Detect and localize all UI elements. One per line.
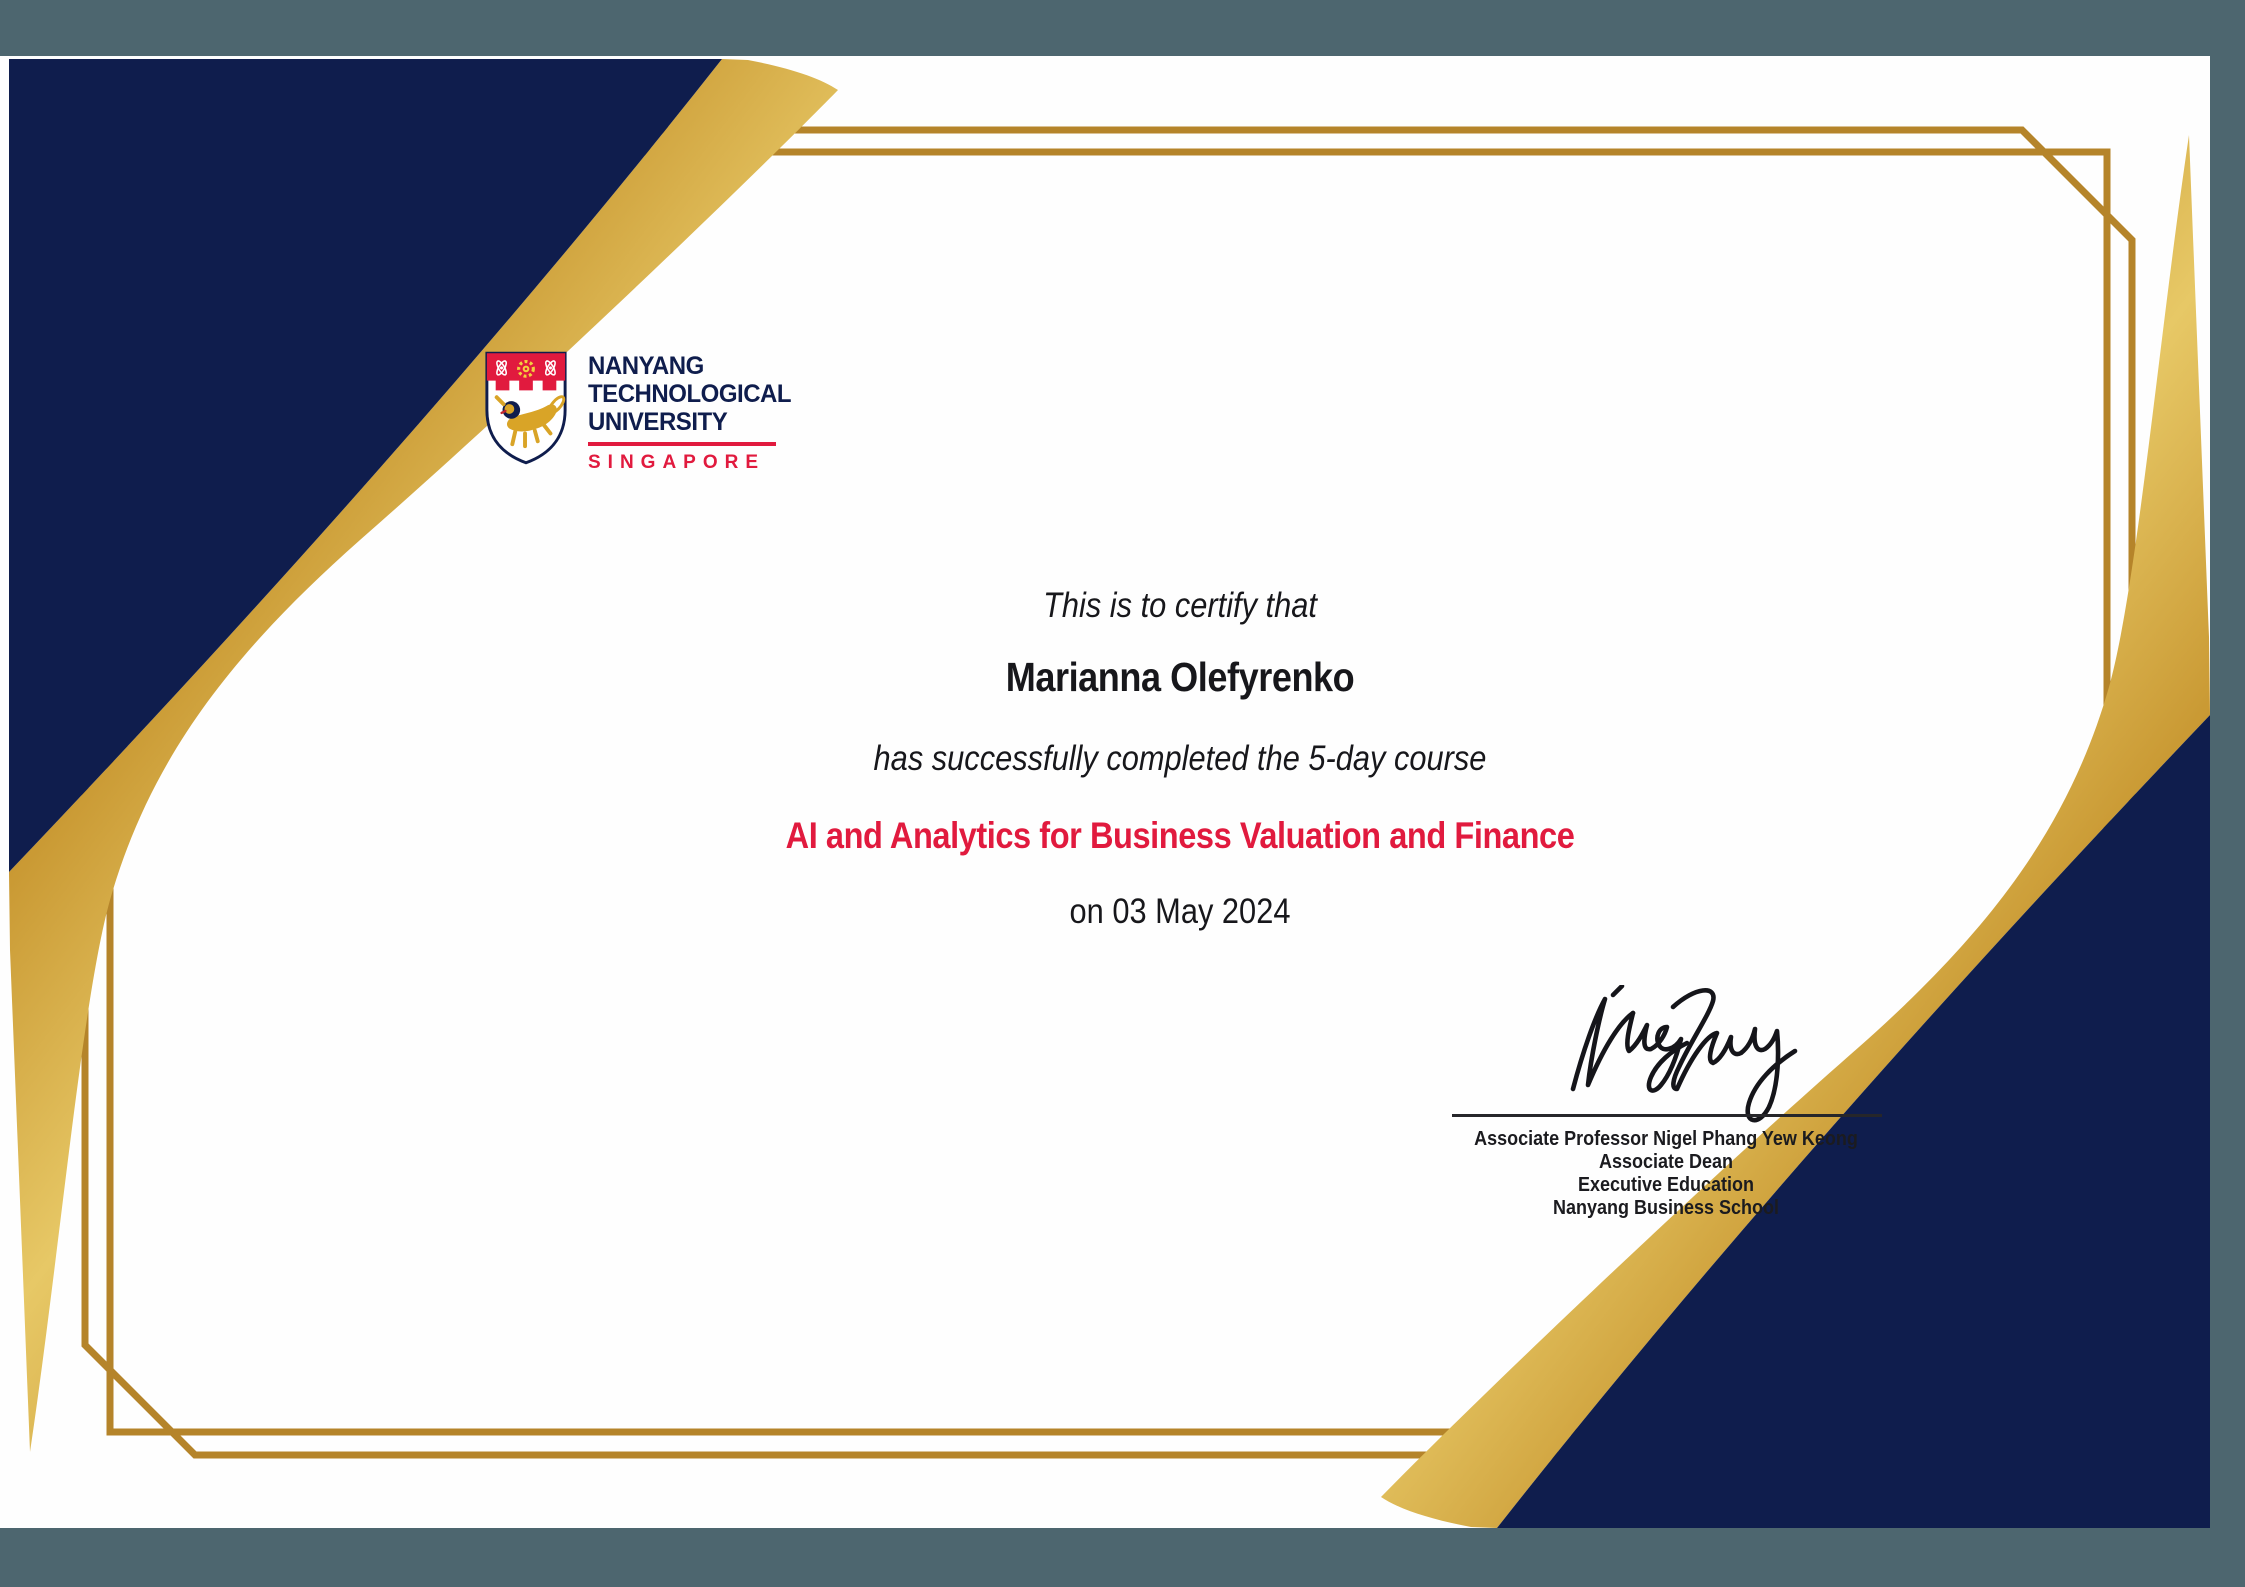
ntu-logo (482, 348, 800, 474)
intro-line: This is to certify that (1043, 586, 1317, 625)
recipient-name: Marianna Olefyrenko (1005, 654, 1355, 700)
ntu-wordmark (588, 348, 800, 474)
signatory-school: Nanyang Business School (1552, 1197, 1780, 1219)
course-title: AI and Analytics for Business Valuation and Finance (785, 815, 1575, 856)
university-name-line: UNIVERSITY (588, 408, 728, 436)
signatory-block (1474, 1128, 1858, 1220)
signatory-name: Associate Professor Nigel Phang Yew Keong (1474, 1128, 1858, 1150)
date-line: on 03 May 2024 (1069, 892, 1291, 931)
wordmark-divider (588, 442, 776, 446)
university-name-line: NANYANG (588, 352, 704, 380)
signatory-division: Executive Education (1577, 1174, 1755, 1196)
university-name-line: TECHNOLOGICAL (588, 380, 792, 408)
signatory-title: Associate Dean (1598, 1151, 1734, 1173)
university-country: SINGAPORE (588, 452, 766, 473)
signature-rule (1452, 1114, 1882, 1117)
ntu-crest-icon (482, 348, 570, 468)
completion-line: has successfully completed the 5-day course (873, 739, 1487, 778)
